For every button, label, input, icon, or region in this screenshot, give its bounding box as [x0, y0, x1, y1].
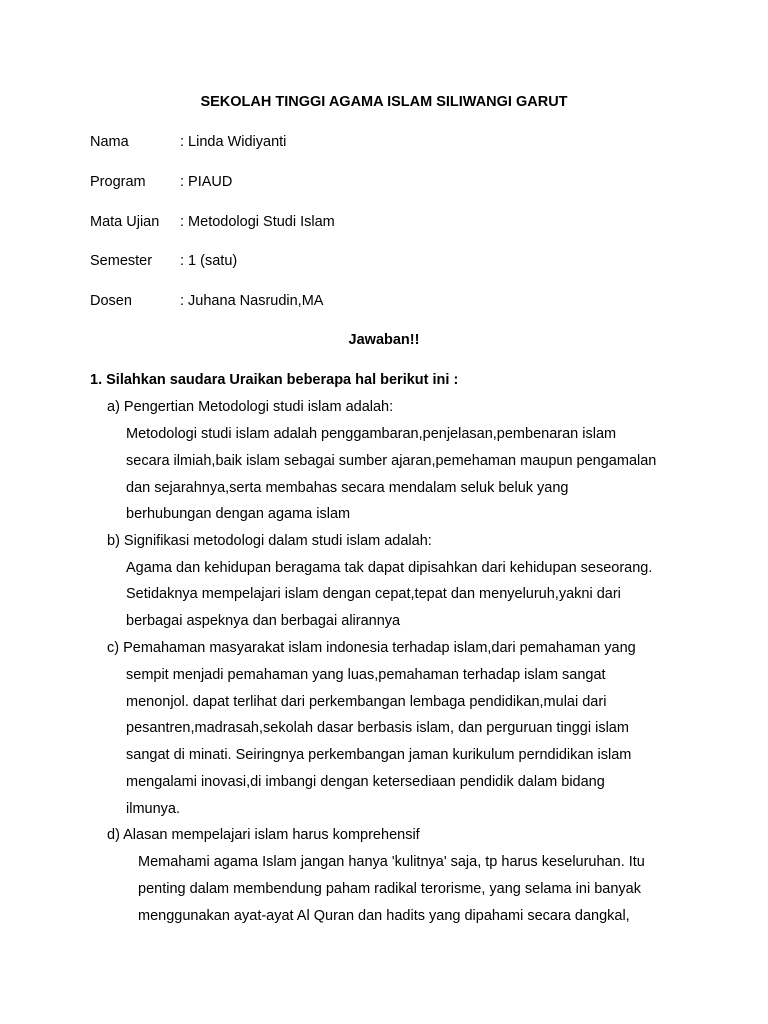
item-heading-a: a) Pengertian Metodologi studi islam adalah:: [107, 399, 394, 415]
item-c-line: mengalami inovasi,di imbangi dengan ketersediaan pendidik dalam bidang: [126, 774, 605, 790]
item-a-line: Metodologi studi islam adalah penggambaran,penjelasan,pembenaran islam: [126, 426, 617, 442]
info-label-program: Program: [90, 174, 146, 190]
item-c-line: pesantren,madrasah,sekolah dasar berbasis islam, dan perguruan tinggi islam: [126, 720, 629, 736]
info-label-dosen: Dosen: [90, 293, 132, 309]
info-value-dosen: : Juhana Nasrudin,MA: [180, 293, 324, 309]
item-a-line: dan sejarahnya,serta membahas secara mendalam seluk beluk yang: [126, 480, 569, 496]
question-heading: 1. Silahkan saudara Uraikan beberapa hal berikut ini :: [90, 372, 459, 388]
item-c-line: menonjol. dapat terlihat dari perkembangan lembaga pendidikan,mulai dari: [126, 694, 607, 710]
item-b-line: berbagai aspeknya dan berbagai alirannya: [126, 613, 401, 629]
item-heading-b: b) Signifikasi metodologi dalam studi islam adalah:: [107, 533, 432, 549]
info-value-nama: : Linda Widiyanti: [180, 134, 287, 150]
item-d-line: Memahami agama Islam jangan hanya 'kulitnya' saja, tp harus keseluruhan. Itu: [138, 854, 645, 870]
info-value-mata-ujian: : Metodologi Studi Islam: [180, 214, 335, 230]
document-title: SEKOLAH TINGGI AGAMA ISLAM SILIWANGI GARUT: [200, 94, 568, 110]
item-d-line: penting dalam membendung paham radikal terorisme, yang selama ini banyak: [138, 881, 641, 897]
item-d-line: menggunakan ayat-ayat Al Quran dan hadits yang dipahami secara dangkal,: [138, 908, 630, 924]
info-label-semester: Semester: [90, 253, 153, 269]
item-a-line: secara ilmiah,baik islam sebagai sumber ajaran,pemehaman maupun pengamalan: [126, 453, 657, 469]
item-c-line: sempit menjadi pemahaman yang luas,pemahaman terhadap islam sangat: [126, 667, 606, 683]
item-b-line: Agama dan kehidupan beragama tak dapat dipisahkan dari kehidupan seseorang.: [126, 560, 653, 576]
item-c-line: sangat di minati. Seiringnya perkembangan jaman kurikulum perndidikan islam: [126, 747, 632, 763]
info-label-nama: Nama: [90, 134, 129, 150]
item-heading-d: d) Alasan mempelajari islam harus komprehensif: [107, 827, 420, 843]
info-value-program: : PIAUD: [180, 174, 233, 190]
item-a-line: berhubungan dengan agama islam: [126, 506, 351, 522]
info-value-semester: : 1 (satu): [180, 253, 238, 269]
info-label-mata-ujian: Mata Ujian: [90, 214, 160, 230]
item-c-line: ilmunya.: [126, 801, 180, 817]
item-b-line: Setidaknya mempelajari islam dengan cepat,tepat dan menyeluruh,yakni dari: [126, 586, 621, 602]
answer-heading: Jawaban!!: [348, 332, 420, 348]
item-heading-c: c) Pemahaman masyarakat islam indonesia terhadap islam,dari pemahaman yang: [107, 640, 636, 656]
